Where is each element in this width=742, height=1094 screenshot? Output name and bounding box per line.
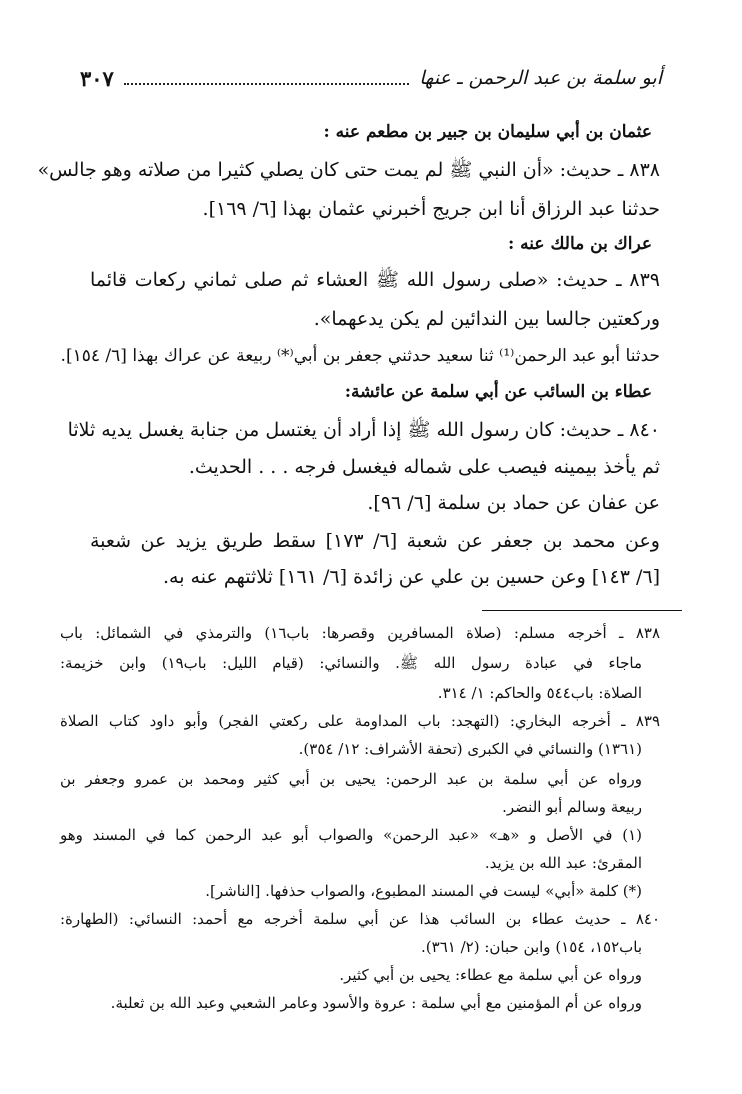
footnote-838-line-1: ٨٣٨ ـ أخرجه مسلم: (صلاة المسافرين وقصرها: باب١٦) والترمذي في الشمائل: باب [60,624,660,642]
page-header [80,64,662,92]
footnote-separator [482,610,682,611]
hadith-839-line-3: حدثنا أبو عبد الرحمن⁽¹⁾ ثنا سعيد حدثني جعفر بن أبي⁽*⁾ ربيعة عن عراك بهذا [٦/ ١٥٤]. [60,346,660,366]
footnote-839-line-3: ورواه عن أبي سلمة بن عبد الرحمن: يحيى بن أبي كثير ومحمد بن عمرو وجعفر بن [60,770,642,788]
footnote-839-line-5: (١) في الأصل و «هـ» «عبد الرحمن» والصواب أبو عبد الرحمن كما في المسند وهو [60,826,642,844]
running-title: أبو سلمة بن عبد الرحمن ـ عنها [419,67,662,89]
hadith-840-line-4: وعن محمد بن جعفر عن شعبة [٦/ ١٧٣] سقط طريق يزيد عن شعبة [90,530,660,552]
footnote-839-line-7: (*) كلمة «أبي» ليست في المسند المطبوع، والصواب حذفها. [الناشر]. [205,882,642,900]
footnote-840-line-1: ٨٤٠ ـ حديث عطاء بن السائب هذا عن أبي سلمة أخرجه مع أحمد: النسائي: (الطهارة: [60,910,660,928]
hadith-839-line-2: وركعتين جالسا بين الندائين لم يكن يدعهما». [313,308,660,330]
footnote-839-line-4: ربيعة وسالم أبو النضر. [502,798,642,816]
footnote-839-line-2: (١٣٦١) والنسائي في الكبرى (تحفة الأشراف: ١٢/ ٣٥٤). [298,740,642,758]
hadith-840-line-1: ٨٤٠ ـ حديث: كان رسول الله ﷺ إذا أراد أن يغتسل من جنابة يغسل يديه ثلاثا [67,419,660,441]
footnote-840-line-2: باب١٥٢، ١٥٤) وابن حبان: (٢/ ٣٦١). [421,938,642,956]
page-number: ٣٠٧ [80,65,114,91]
hadith-840-line-2: ثم يأخذ بيمينه فيصب على شماله فيغسل فرجه . . . الحديث. [188,456,660,478]
hadith-838-line-1: ٨٣٨ ـ حديث: «أن النبي ﷺ لم يمت حتى كان يصلي كثيرا من صلاته وهو جالس» [37,159,660,181]
section-heading-uthman: عثمان بن أبي سليمان بن جبير بن مطعم عنه : [323,122,652,142]
footnote-838-line-3: الصلاة: باب٥٤٤ والحاكم: ١/ ٣١٤. [437,684,642,702]
section-heading-ata: عطاء بن السائب عن أبي سلمة عن عائشة: [344,382,652,402]
footnote-839-line-1: ٨٣٩ ـ أخرجه البخاري: (التهجد: باب المداومة على ركعتي الفجر) وأبو داود كتاب الصلاة [60,712,660,730]
hadith-840-line-3: عن عفان عن حماد بن سلمة [٦/ ٩٦]. [367,492,660,514]
footnote-840-line-4: ورواه عن أم المؤمنين مع أبي سلمة : عروة والأسود وعامر الشعبي وعبد الله بن ثعلبة. [110,994,642,1012]
footnote-840-line-3: ورواه عن أبي سلمة مع عطاء: يحيى بن أبي كثير. [339,966,642,984]
hadith-838-line-2: حدثنا عبد الرزاق أنا ابن جريج أخبرني عثمان بهذا [٦/ ١٦٩]. [202,198,660,220]
footnote-839-line-6: المقرئ: عبد الله بن يزيد. [484,854,642,872]
footnote-838-line-2: ماجاء في عبادة رسول الله ﷺ. والنسائي: (قيام الليل: باب١٩) وابن خزيمة: [60,654,642,672]
dotted-leader [124,71,409,85]
hadith-839-line-1: ٨٣٩ ـ حديث: «صلى رسول الله ﷺ العشاء ثم صلى ثماني ركعات قائما [90,269,660,291]
section-heading-irak: عراك بن مالك عنه : [507,234,652,254]
hadith-840-line-5: [٦/ ١٤٣] وعن حسين بن علي عن زائدة [٦/ ١٦١] ثلاثتهم عنه به. [162,566,660,588]
